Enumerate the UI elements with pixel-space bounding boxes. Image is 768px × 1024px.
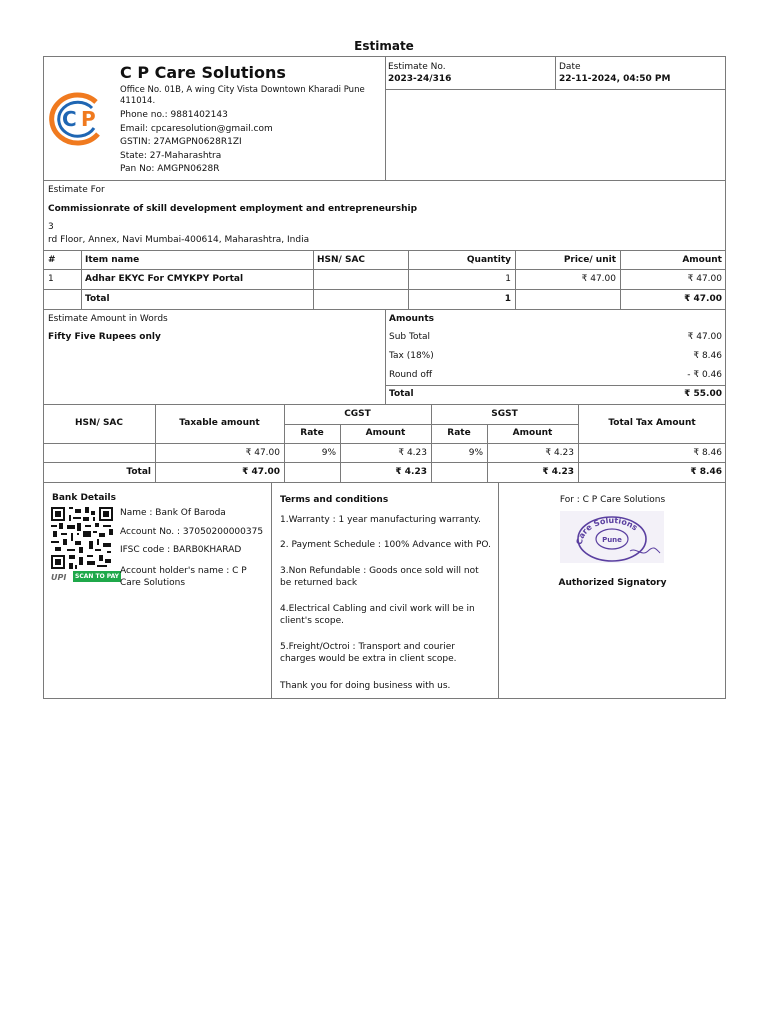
tax-header-sgst-amount: Amount <box>512 428 553 438</box>
amount-words-value: Fifty Five Rupees only <box>48 332 161 342</box>
upi-logo: UPI <box>51 573 67 582</box>
tax-header-cgst-rate: Rate <box>300 428 324 438</box>
company-email: Email: cpcaresolution@gmail.com <box>120 124 273 134</box>
items-total-qty: 1 <box>504 294 511 304</box>
tax-total-sgst: ₹ 4.23 <box>542 467 574 477</box>
company-pan: Pan No: AMGPN0628R <box>120 164 220 174</box>
col-header-item: Item name <box>85 255 140 265</box>
estimate-for-line2: rd Floor, Annex, Navi Mumbai-400614, Maharashtra, India <box>48 235 310 245</box>
tax-header-taxable: Taxable amount <box>179 418 260 428</box>
col-header-num: # <box>48 255 56 265</box>
roundoff-label: Round off <box>389 370 433 380</box>
tax-header-total: Total Tax Amount <box>608 418 696 428</box>
authorized-signatory: Authorized Signatory <box>558 578 667 588</box>
row-item-name: Adhar EKYC For CMYKPY Portal <box>85 274 244 284</box>
for-company: For : C P Care Solutions <box>559 495 666 505</box>
grand-total-label: Total <box>389 389 414 399</box>
bank-name: Name : Bank Of Baroda <box>120 508 226 518</box>
row-qty: 1 <box>505 274 511 284</box>
svg-text:C: C <box>62 107 77 131</box>
company-address: Office No. 01B, A wing City Vista Downtown Kharadi Pune 411014. <box>120 85 365 106</box>
tax-value: ₹ 8.46 <box>693 351 722 361</box>
company-stamp <box>560 511 664 563</box>
tax-total-amount: ₹ 8.46 <box>690 467 722 477</box>
document-title: Estimate <box>354 39 414 53</box>
subtotal-label: Sub Total <box>389 332 431 342</box>
items-total-amount: ₹ 47.00 <box>684 294 722 304</box>
svg-text:P: P <box>81 107 96 131</box>
tax-label: Tax (18%) <box>389 351 434 361</box>
bank-title: Bank Details <box>52 493 116 503</box>
amount-words-label: Estimate Amount in Words <box>48 314 168 324</box>
date-label: Date <box>559 62 581 72</box>
company-phone: Phone no.: 9881402143 <box>120 110 228 120</box>
company-logo <box>48 88 112 148</box>
terms-item-1: 1.Warranty : 1 year manufacturing warranty. <box>280 515 481 525</box>
terms-item-2: 2. Payment Schedule : 100% Advance with PO. <box>280 540 491 550</box>
tax-row-taxable: ₹ 47.00 <box>245 448 280 458</box>
tax-header-hsn: HSN/ SAC <box>74 418 124 428</box>
items-total-label: Total <box>85 294 110 304</box>
tax-row-sgst-amount: ₹ 4.23 <box>545 448 574 458</box>
stamp-arc-text: Care Solutions <box>574 515 640 546</box>
roundoff-value: - ₹ 0.46 <box>687 370 722 380</box>
tax-header-cgst: CGST <box>344 409 371 419</box>
amounts-title: Amounts <box>389 314 434 324</box>
company-state: State: 27-Maharashtra <box>120 151 222 161</box>
scan-to-pay-badge: SCAN TO PAY <box>75 573 120 580</box>
terms-item-5: 5.Freight/Octroi : Transport and courier charges would be extra in client scope. <box>280 642 457 664</box>
stamp-center-text: Pune <box>602 536 622 544</box>
tax-header-sgst: SGST <box>491 409 518 419</box>
col-header-price: Price/ unit <box>563 255 616 265</box>
terms-title: Terms and conditions <box>280 495 389 505</box>
tax-header-sgst-rate: Rate <box>447 428 471 438</box>
tax-row-cgst-amount: ₹ 4.23 <box>398 448 427 458</box>
terms-item-3: 3.Non Refundable : Goods once sold will not be returned back <box>280 566 479 588</box>
row-num: 1 <box>48 274 54 284</box>
estimate-no-label: Estimate No. <box>388 62 446 72</box>
estimate-for-name: Commissionrate of skill development employment and entrepreneurship <box>48 204 418 214</box>
terms-thanks: Thank you for doing business with us. <box>280 681 451 691</box>
bank-account-number: Account No. : 37050200000375 <box>120 527 264 537</box>
grand-total-value: ₹ 55.00 <box>684 389 722 399</box>
estimate-for-line1: 3 <box>48 222 54 232</box>
qr-code-icon[interactable] <box>51 507 113 569</box>
tax-row-cgst-rate: 9% <box>321 448 336 458</box>
subtotal-value: ₹ 47.00 <box>687 332 722 342</box>
col-header-amount: Amount <box>682 255 722 265</box>
tax-row-sgst-rate: 9% <box>468 448 483 458</box>
estimate-no-value: 2023-24/316 <box>388 74 452 84</box>
company-name: C P Care Solutions <box>120 63 286 82</box>
tax-total-taxable: ₹ 47.00 <box>242 467 280 477</box>
row-amount: ₹ 47.00 <box>687 274 722 284</box>
bank-ifsc: IFSC code : BARB0KHARAD <box>120 545 242 555</box>
col-header-hsn: HSN/ SAC <box>317 255 366 265</box>
row-price: ₹ 47.00 <box>581 274 616 284</box>
bank-account-holder: Account holder's name : C P Care Solutions <box>120 566 247 588</box>
tax-total-cgst: ₹ 4.23 <box>395 467 427 477</box>
company-gstin: GSTIN: 27AMGPN0628R1ZI <box>120 137 242 147</box>
terms-item-4: 4.Electrical Cabling and civil work will be in client's scope. <box>280 604 475 626</box>
date-value: 22-11-2024, 04:50 PM <box>559 74 671 84</box>
tax-header-cgst-amount: Amount <box>365 428 406 438</box>
col-header-qty: Quantity <box>466 255 511 265</box>
tax-row-total: ₹ 8.46 <box>693 448 722 458</box>
tax-total-label: Total <box>126 467 151 477</box>
estimate-for-label: Estimate For <box>48 185 105 195</box>
